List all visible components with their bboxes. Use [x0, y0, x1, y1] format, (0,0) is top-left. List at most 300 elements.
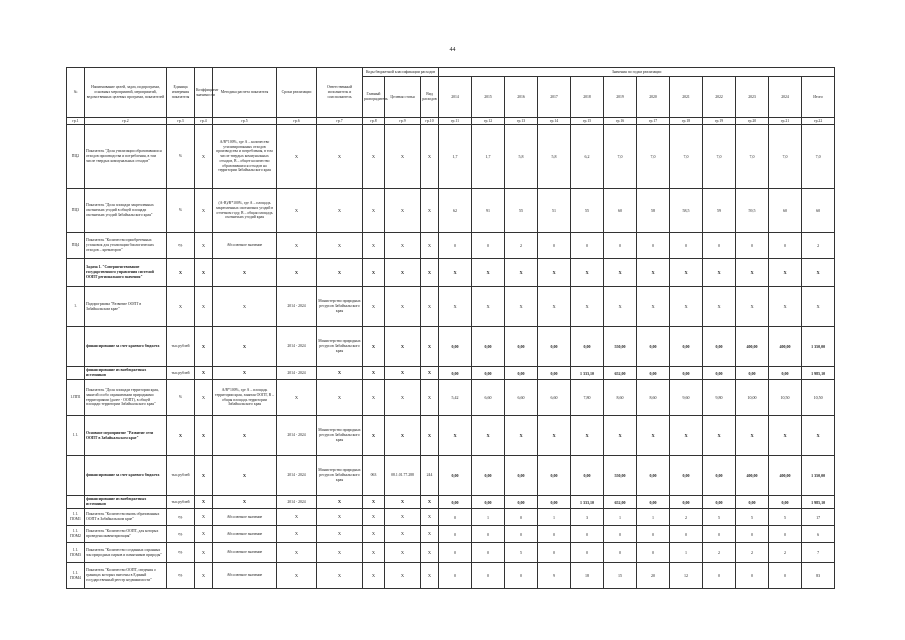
table-cell: X — [195, 416, 213, 456]
table-cell: тыс.рублей — [167, 367, 195, 380]
table-cell: 6,2 — [571, 125, 604, 189]
table-cell: Абсолютное значение — [213, 233, 277, 259]
table-cell: 0,00 — [571, 456, 604, 496]
table-cell: 5,8 — [505, 125, 538, 189]
column-number: гр.21 — [769, 118, 802, 125]
column-number: гр.11 — [439, 118, 472, 125]
table-cell: X — [195, 509, 213, 526]
column-number: гр.10 — [421, 118, 439, 125]
column-number: гр.6 — [277, 118, 317, 125]
table-cell: X — [317, 526, 363, 543]
table-cell: 0 — [505, 526, 538, 543]
table-cell: 0,00 — [703, 327, 736, 367]
table-cell: 2 — [505, 233, 538, 259]
table-cell: 7,0 — [637, 125, 670, 189]
table-cell: X — [385, 259, 421, 287]
table-cell: X — [167, 416, 195, 456]
table-cell: 0,00 — [472, 496, 505, 509]
table-cell: 0 — [769, 526, 802, 543]
table-cell: 6,60 — [538, 380, 571, 416]
table-cell: X — [385, 543, 421, 563]
table-cell: 652,00 — [604, 496, 637, 509]
table-cell: 2 — [736, 543, 769, 563]
table-cell: X — [385, 327, 421, 367]
table-cell: 652,00 — [604, 367, 637, 380]
header-values-group: Значения по годам реализации — [439, 68, 835, 77]
header-method: Методика расчета показателя — [213, 68, 277, 118]
table-cell: X — [195, 496, 213, 509]
table-cell: 0,00 — [505, 327, 538, 367]
table-cell: 7,0 — [703, 125, 736, 189]
table-cell: Министерство природных ресурсов Забайкальского края — [317, 456, 363, 496]
table-cell: 1.1. ПОМ3 — [67, 543, 85, 563]
header-executor: Ответственный исполнитель и соисполнитель — [317, 68, 363, 118]
table-cell: X — [421, 496, 439, 509]
table-cell: X — [317, 259, 363, 287]
table-cell: X — [802, 287, 835, 327]
table-cell: 0 — [538, 543, 571, 563]
table-cell: 83 — [802, 563, 835, 589]
table-cell: 1 — [472, 509, 505, 526]
header-year: 2016 — [505, 77, 538, 118]
table-cell: X — [363, 563, 385, 589]
table-cell: 0,00 — [670, 367, 703, 380]
header-code-cs: Целевая статья — [385, 77, 421, 118]
column-number: гр.20 — [736, 118, 769, 125]
header-year: 2021 — [670, 77, 703, 118]
table-cell: X — [736, 416, 769, 456]
table-cell: X — [213, 416, 277, 456]
table-cell: X — [317, 509, 363, 526]
table-cell: 0 — [571, 526, 604, 543]
table-cell: X — [363, 380, 385, 416]
table-cell: 9,80 — [703, 380, 736, 416]
table-cell: 7,0 — [670, 125, 703, 189]
table-cell: X — [385, 509, 421, 526]
table-cell: 2 — [802, 233, 835, 259]
page-number: 44 — [449, 47, 456, 53]
table-cell: 5 — [736, 509, 769, 526]
table-cell: 0 — [637, 543, 670, 563]
table-cell: X — [604, 259, 637, 287]
table-cell: X — [277, 125, 317, 189]
table-cell: X — [472, 287, 505, 327]
table-cell: 0 — [439, 543, 472, 563]
table-cell: X — [195, 287, 213, 327]
table-cell: Показатель "Количество приобретенных установок для утилизации биологических отходов – крематоров" — [85, 233, 167, 259]
table-cell: 0 — [604, 526, 637, 543]
table-cell: 0 — [571, 543, 604, 563]
table-row — [67, 233, 835, 259]
table-cell: 1 — [538, 509, 571, 526]
table-cell: ед. — [167, 233, 195, 259]
table-cell: ед. — [167, 543, 195, 563]
table-cell: 0,00 — [703, 367, 736, 380]
column-number: гр.3 — [167, 118, 195, 125]
table-cell — [67, 259, 85, 287]
table-cell: X — [213, 456, 277, 496]
table-cell: 8,60 — [637, 380, 670, 416]
table-cell: Показатель "Доля площади территории края, занятой особо охраняемыми природными территориями (далее - ООПТ), в общей площади территории Забайкальского края" — [85, 380, 167, 416]
table-cell: X — [317, 543, 363, 563]
column-number: гр.12 — [472, 118, 505, 125]
table-cell: 550,00 — [604, 327, 637, 367]
table-cell: Абсолютное значение — [213, 563, 277, 589]
column-number: гр.7 — [317, 118, 363, 125]
header-no: № — [67, 68, 85, 118]
table-cell: X — [363, 416, 385, 456]
table-cell: X — [277, 563, 317, 589]
table-cell: 1 — [670, 543, 703, 563]
table-cell: X — [505, 416, 538, 456]
table-cell: Абсолютное значение — [213, 543, 277, 563]
table-cell: ПЦ2 — [67, 125, 85, 189]
table-cell: Показатель "Количество созданных охранных зон природных парков и памятников природы" — [85, 543, 167, 563]
column-number: гр.17 — [637, 118, 670, 125]
table-cell: 0 — [571, 233, 604, 259]
table-row — [67, 380, 835, 416]
table-cell: X — [385, 416, 421, 456]
table-cell: X — [670, 259, 703, 287]
table-cell: 7,0 — [604, 125, 637, 189]
table-cell: 0,00 — [637, 327, 670, 367]
table-cell: 0,00 — [472, 367, 505, 380]
table-cell: X — [421, 125, 439, 189]
table-cell: X — [167, 259, 195, 287]
table-cell: X — [277, 543, 317, 563]
table-cell: 0 — [439, 563, 472, 589]
table-cell: тыс.рублей — [167, 456, 195, 496]
table-cell: 0 — [472, 543, 505, 563]
table-cell: X — [317, 233, 363, 259]
table-cell: 0,00 — [670, 456, 703, 496]
table-cell: 0 — [736, 233, 769, 259]
table-cell: Министерство природных ресурсов Забайкальского края — [317, 287, 363, 327]
table-cell: X — [802, 416, 835, 456]
table-cell: ед. — [167, 509, 195, 526]
table-cell: 7,80 — [571, 380, 604, 416]
table-cell: X — [195, 233, 213, 259]
table-cell: 0 — [736, 563, 769, 589]
table-cell: X — [167, 287, 195, 327]
table-cell: 55 — [571, 189, 604, 233]
table-cell: 244 — [421, 456, 439, 496]
table-cell: 2 — [703, 543, 736, 563]
table-cell: X — [195, 380, 213, 416]
table-cell: 0,00 — [769, 496, 802, 509]
header-year: 2014 — [439, 77, 472, 118]
table-cell: 400,00 — [769, 327, 802, 367]
header-year: 2019 — [604, 77, 637, 118]
column-number: гр.18 — [670, 118, 703, 125]
table-cell: 1 — [637, 509, 670, 526]
table-row — [67, 287, 835, 327]
table-cell: X — [472, 259, 505, 287]
table-cell: 1. — [67, 287, 85, 327]
table-cell — [67, 327, 85, 367]
table-row — [67, 189, 835, 233]
table-cell: Показатель "Доля утилизации образовавшихся отходов производства и потребления, в том числе твердых коммунальных отходов" — [85, 125, 167, 189]
table-cell: 0,00 — [472, 456, 505, 496]
table-cell: 0 — [505, 563, 538, 589]
table-cell: X — [385, 380, 421, 416]
table-cell: X — [277, 189, 317, 233]
table-cell: Задача 1. "Совершенствование государственного управления системой ООПТ регионального значения" — [85, 259, 167, 287]
table-cell: X — [421, 367, 439, 380]
table-cell: 62 — [439, 189, 472, 233]
header-code-gr: Главный распорядитель — [363, 77, 385, 118]
table-cell: 2014 - 2024 — [277, 416, 317, 456]
table-cell: 2014 - 2024 — [277, 287, 317, 327]
table-cell: X — [195, 367, 213, 380]
table-cell: 0,00 — [703, 496, 736, 509]
table-cell: X — [604, 416, 637, 456]
table-cell: 1 350,00 — [802, 327, 835, 367]
table-row — [67, 327, 835, 367]
header-period: Сроки реализации — [277, 68, 317, 118]
table-cell: 1.ПП1 — [67, 380, 85, 416]
column-number: гр.1 — [67, 118, 85, 125]
table-cell: X — [317, 367, 363, 380]
table-cell: 0 — [472, 233, 505, 259]
table-cell: финансирование из внебюджетных источников — [85, 367, 167, 380]
table-cell: X — [363, 327, 385, 367]
table-cell — [67, 496, 85, 509]
table-cell: X — [363, 125, 385, 189]
table-cell: X — [421, 416, 439, 456]
table-cell: X — [195, 456, 213, 496]
table-cell: % — [167, 189, 195, 233]
table-cell: X — [505, 287, 538, 327]
table-cell: X — [213, 367, 277, 380]
table-cell: 9 — [538, 563, 571, 589]
header-unit: Единица измерения показателя — [167, 68, 195, 118]
table-cell: X — [317, 563, 363, 589]
table-cell: X — [472, 416, 505, 456]
table-cell: X — [317, 496, 363, 509]
table-cell: X — [363, 259, 385, 287]
table-cell: 58 — [637, 189, 670, 233]
table-cell: 59 — [703, 189, 736, 233]
table-cell — [67, 367, 85, 380]
table-cell: 0,00 — [736, 367, 769, 380]
table-cell: X — [363, 509, 385, 526]
table-row — [67, 509, 835, 526]
table-cell: X — [421, 259, 439, 287]
table-cell: 1.1. — [67, 416, 85, 456]
table-cell: 400,00 — [769, 456, 802, 496]
table-cell: 1.1. ПОМ4 — [67, 563, 85, 589]
table-cell: А/В*100%, где А – количество утилизированных отходов производства и потребления, в том числе твердых коммунальных отходов, В – общее количество образовавшихся отходов на территории Забайкальского края — [213, 125, 277, 189]
table-cell: 0,00 — [736, 496, 769, 509]
table-cell: X — [538, 416, 571, 456]
table-cell: Показатель "Количество ООПТ, сведения о границах которых внесены в Единый государственный реестр недвижимости" — [85, 563, 167, 589]
table-cell: А/В*100%, где А – площадь территории края, занятая ООПТ, В – общая площадь территории Забайкальского края — [213, 380, 277, 416]
table-cell: X — [538, 287, 571, 327]
table-cell: 0,00 — [769, 367, 802, 380]
table-cell: 10,00 — [736, 380, 769, 416]
table-cell: X — [277, 233, 317, 259]
table-cell: X — [317, 380, 363, 416]
table-cell: X — [421, 189, 439, 233]
table-cell: Министерство природных ресурсов Забайкальского края — [317, 327, 363, 367]
table-cell: 10,50 — [802, 380, 835, 416]
table-cell: X — [637, 287, 670, 327]
column-number: гр.9 — [385, 118, 421, 125]
table-cell: 91 — [472, 189, 505, 233]
table-row — [67, 367, 835, 380]
table-cell: X — [769, 416, 802, 456]
table-cell: 1 — [604, 509, 637, 526]
table-row — [67, 416, 835, 456]
table-cell: ПЦ3 — [67, 189, 85, 233]
table-cell — [67, 456, 85, 496]
table-cell: X — [802, 259, 835, 287]
table-row — [67, 526, 835, 543]
table-cell: X — [317, 125, 363, 189]
table-cell: 0,00 — [439, 327, 472, 367]
table-cell: 0 — [769, 233, 802, 259]
table-cell: 12 — [670, 563, 703, 589]
table-cell: 1,7 — [472, 125, 505, 189]
table-cell: X — [421, 526, 439, 543]
table-cell: X — [421, 543, 439, 563]
table-row — [67, 543, 835, 563]
table-cell: 60 — [604, 189, 637, 233]
table-cell: 8,60 — [604, 380, 637, 416]
table-cell: 0 — [604, 543, 637, 563]
table-cell: X — [439, 416, 472, 456]
table-cell: X — [195, 563, 213, 589]
table-cell: X — [769, 259, 802, 287]
table-cell: 08.1.01.77.288 — [385, 456, 421, 496]
table-cell: X — [505, 259, 538, 287]
table-cell: 59,5 — [736, 189, 769, 233]
table-cell: X — [195, 327, 213, 367]
table-cell: 0 — [703, 526, 736, 543]
table-row — [67, 456, 835, 496]
table-cell: X — [670, 416, 703, 456]
header-codes-group: Коды бюджетной классификации расходов — [363, 68, 439, 77]
column-number: гр.14 — [538, 118, 571, 125]
table-cell: 58,5 — [670, 189, 703, 233]
table-cell: 0,00 — [439, 496, 472, 509]
table-cell: X — [571, 287, 604, 327]
header-year: 2020 — [637, 77, 670, 118]
table-cell: 0,00 — [439, 456, 472, 496]
table-cell: Абсолютное значение — [213, 526, 277, 543]
header-year: 2024 — [769, 77, 802, 118]
table-cell: X — [213, 496, 277, 509]
table-cell: 0 — [439, 526, 472, 543]
table-cell: X — [213, 259, 277, 287]
table-cell: X — [195, 526, 213, 543]
header-year: 2015 — [472, 77, 505, 118]
table-cell: X — [421, 327, 439, 367]
table-cell: X — [538, 259, 571, 287]
table-cell: 0 — [736, 526, 769, 543]
table-cell: 0 — [439, 233, 472, 259]
table-cell: 0,00 — [571, 327, 604, 367]
table-cell: X — [385, 233, 421, 259]
column-number: гр.22 — [802, 118, 835, 125]
table-cell: 0,00 — [670, 327, 703, 367]
table-cell: X — [385, 496, 421, 509]
table-cell: 0 — [604, 233, 637, 259]
table-cell: X — [670, 287, 703, 327]
header-coef: Коэффициент значимости — [195, 68, 213, 118]
table-cell: X — [213, 287, 277, 327]
table-cell: 0,00 — [505, 496, 538, 509]
table-cell: % — [167, 125, 195, 189]
table-cell: 0 — [703, 563, 736, 589]
table-cell: 0,00 — [538, 367, 571, 380]
table-cell: 0,00 — [538, 496, 571, 509]
table-cell: X — [421, 287, 439, 327]
table-cell: 2014 - 2024 — [277, 327, 317, 367]
table-row — [67, 563, 835, 589]
table-cell: 5,42 — [439, 380, 472, 416]
table-cell: Основное мероприятие "Развитие сети ООПТ в Забайкальском крае" — [85, 416, 167, 456]
header-year: 2022 — [703, 77, 736, 118]
table-cell: Показатель "Количество вновь образованных ООПТ в Забайкальском крае" — [85, 509, 167, 526]
table-cell: X — [421, 380, 439, 416]
table-cell: тыс.рублей — [167, 327, 195, 367]
table-cell: X — [363, 496, 385, 509]
table-cell: X — [439, 287, 472, 327]
table-cell: 1.1. ПОМ2 — [67, 526, 85, 543]
table-cell: X — [195, 189, 213, 233]
header-code-vr: Вид расходов — [421, 77, 439, 118]
table-cell: X — [195, 259, 213, 287]
table-cell: 0 — [538, 233, 571, 259]
table-cell: X — [571, 416, 604, 456]
table-cell: X — [363, 367, 385, 380]
table-cell: 18 — [571, 563, 604, 589]
table-cell: 0,00 — [538, 456, 571, 496]
table-cell: 2014 - 2024 — [277, 367, 317, 380]
table-cell: X — [439, 259, 472, 287]
table-cell: 9,60 — [670, 380, 703, 416]
table-cell: 1 985,10 — [802, 496, 835, 509]
table-cell: 6 — [802, 526, 835, 543]
table-cell: Абсолютное значение — [213, 509, 277, 526]
table-cell: X — [385, 526, 421, 543]
table-cell: ПЦ4 — [67, 233, 85, 259]
table-cell: 5 — [703, 509, 736, 526]
header-name: Наименование целей, задач, подпрограмм, основных мероприятий, мероприятий, ведомственных целевых программ, показателей — [85, 68, 167, 118]
table-cell: тыс.рублей — [167, 496, 195, 509]
table-cell: 0 — [505, 509, 538, 526]
table-row — [67, 125, 835, 189]
table-cell: 1 333,10 — [571, 367, 604, 380]
table-cell: 0 — [538, 526, 571, 543]
table-cell: X — [769, 287, 802, 327]
table-cell: 0,00 — [670, 496, 703, 509]
table-cell: 7,0 — [769, 125, 802, 189]
table-cell: 1 350,00 — [802, 456, 835, 496]
table-cell: 7,0 — [802, 125, 835, 189]
table-cell: X — [363, 287, 385, 327]
table-cell: 0 — [472, 563, 505, 589]
table-cell: 0,00 — [439, 367, 472, 380]
column-number: гр.15 — [571, 118, 604, 125]
table-cell: X — [277, 526, 317, 543]
table-cell: 0,00 — [637, 496, 670, 509]
table-cell: (А-В)/В*100%, где А – площадь закрепленных охотничьих угодий в отчетном году, В – общая площадь охотничьих угодий края — [213, 189, 277, 233]
column-number: гр.4 — [195, 118, 213, 125]
table-cell: 55 — [505, 189, 538, 233]
